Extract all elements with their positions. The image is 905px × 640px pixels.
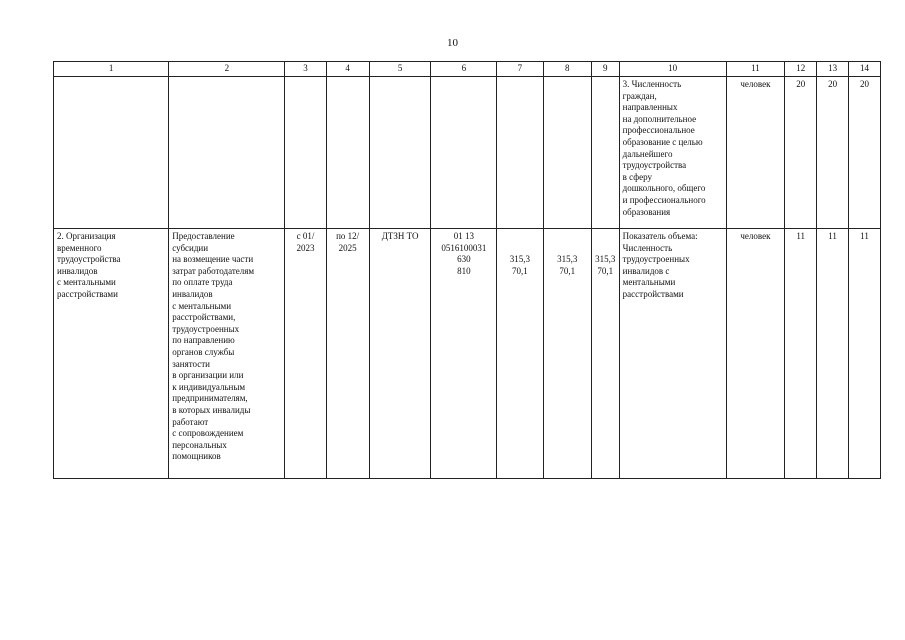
cell-value-2025: 11: [849, 229, 881, 479]
cell-event-description: Предоставление субсидии на возмещение части затрат работодателям по оплате труда инвалидов с ментальными расстройствами, трудоустроенных по направлению органов службы занятости в организации или к индивидуальным предпринимателям, в которых инвалиды работают с сопровождением персональных помощников: [169, 229, 285, 479]
column-header-12: 12: [785, 62, 817, 77]
cell-indicator: 3. Численность граждан, направленных на дополнительное профессиональное образование с целью дальнейшего трудоустройства в сферу дошкольного, общего и профессионального образования: [619, 77, 726, 229]
cell-amount-2023: [497, 77, 543, 229]
cell-indicator: Показатель объема: Численность трудоустроенных инвалидов с ментальными расстройствами: [619, 229, 726, 479]
cell-unit: человек: [726, 77, 785, 229]
program-table: [53, 61, 881, 479]
column-header-8: 8: [543, 62, 591, 77]
cell-start-date: [285, 77, 326, 229]
cell-end-date: по 12/ 2025: [326, 229, 369, 479]
table-row: [54, 77, 881, 229]
cell-amount-2024: 315,3 70,1: [543, 229, 591, 479]
cell-event-description: [169, 77, 285, 229]
cell-amount-2025: [591, 77, 619, 229]
column-header-1: 1: [54, 62, 169, 77]
cell-executor: ДТЗН ТО: [369, 229, 431, 479]
column-header-7: 7: [497, 62, 543, 77]
cell-start-date: с 01/ 2023: [285, 229, 326, 479]
column-header-9: 9: [591, 62, 619, 77]
column-header-6: 6: [431, 62, 497, 77]
cell-amount-2025: 315,3 70,1: [591, 229, 619, 479]
column-header-13: 13: [817, 62, 849, 77]
column-header-4: 4: [326, 62, 369, 77]
cell-value-2023: 20: [785, 77, 817, 229]
cell-value-2023: 11: [785, 229, 817, 479]
cell-event-name: [54, 77, 169, 229]
column-header-5: 5: [369, 62, 431, 77]
column-header-3: 3: [285, 62, 326, 77]
column-header-11: 11: [726, 62, 785, 77]
cell-amount-2023: 315,3 70,1: [497, 229, 543, 479]
cell-amount-2024: [543, 77, 591, 229]
cell-budget-code: 01 13 0516100031 630 810: [431, 229, 497, 479]
cell-value-2024: 20: [817, 77, 849, 229]
cell-unit: человек: [726, 229, 785, 479]
cell-value-2025: 20: [849, 77, 881, 229]
cell-end-date: [326, 77, 369, 229]
cell-value-2024: 11: [817, 229, 849, 479]
table-row: [54, 229, 881, 479]
column-header-14: 14: [849, 62, 881, 77]
cell-budget-code: [431, 77, 497, 229]
column-header-2: 2: [169, 62, 285, 77]
table-header-row: [54, 62, 881, 77]
column-header-10: 10: [619, 62, 726, 77]
cell-event-name: 2. Организация временного трудоустройства инвалидов с ментальными расстройствами: [54, 229, 169, 479]
cell-executor: [369, 77, 431, 229]
page-number: 10: [447, 37, 458, 49]
